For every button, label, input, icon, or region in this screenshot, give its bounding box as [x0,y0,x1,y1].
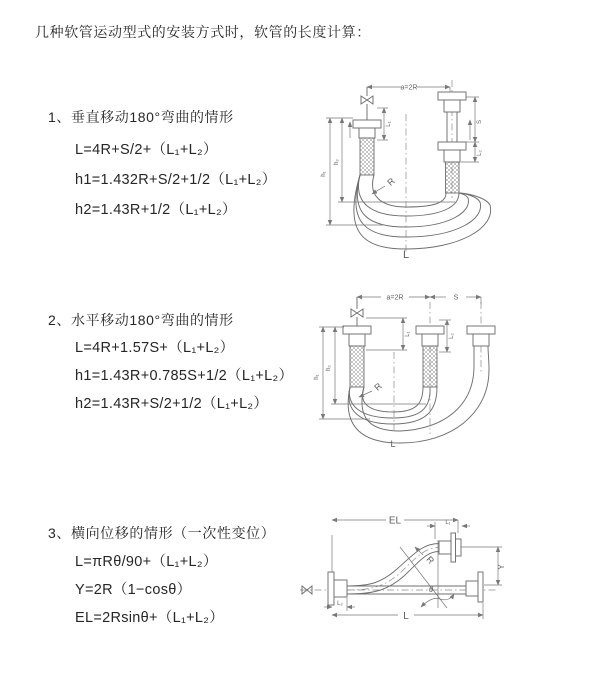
braid-section [360,138,374,175]
dim-label-L1: L₁ [386,121,392,127]
dim-label-L: L [390,439,396,449]
dim-label-theta: θ [428,585,434,594]
valve-icon [361,87,373,120]
dim-label-h2: h₂ [334,159,340,165]
dim-a2R [357,295,430,302]
dim-label-L1: L₁ [445,520,451,526]
diagram-horizontal-180-bend [308,282,573,457]
section-1-formula-L: L=4R+S/2+（L₁+L₂） [75,142,218,158]
dim-label-R: R [385,175,397,188]
section-2-heading: 2、水平移动180°弯曲的情形 [48,312,234,328]
diagram-lateral-displacement [288,495,598,660]
top-right-flange [439,533,461,562]
valve-icon [351,297,363,326]
diagram-vertical-180-bend [305,62,570,262]
dim-label-h1: h₁ [321,171,327,177]
dim-label-Y: Y [497,564,506,570]
braid-section [423,346,437,387]
dim-S [430,295,481,305]
dim-label-EL: EL [388,515,402,527]
dim-L [332,603,483,622]
section-1-formula-h2: h2=1.43R+1/2（L₁+L₂） [75,202,237,218]
section-1-formula-h1: h1=1.432R+S/2+1/2（L₁+L₂） [75,172,277,188]
radius-callout [415,547,436,566]
dim-L2-mid [439,320,455,352]
section-1-heading: 1、垂直移动180°弯曲的情形 [48,109,234,125]
dim-label-L: L [402,249,410,261]
section-3-heading: 3、横向位移的情形（一次性变位） [48,525,276,541]
dim-label-R: R [424,554,437,566]
braid-section [350,346,364,387]
dim-label-L2: L₂ [477,150,483,156]
straight-pipe [347,572,483,602]
right-pipe-assembly [438,92,466,193]
dim-label-h2: h₂ [326,365,332,371]
braid-section [446,162,460,193]
page-title: 几种软管运动型式的安装方式时，软管的长度计算： [35,24,371,40]
dim-label-h1: h₁ [314,374,320,380]
hose-loop-displaced [348,346,489,443]
dim-label-a2R: a=2R [386,294,404,302]
dim-label-S: S [477,119,483,125]
dim-h2 [326,327,426,404]
middle-pipe-assembly [416,326,444,387]
left-pipe-assembly [353,120,381,175]
section-3-formula-Y: Y=2R（1−cosθ） [75,582,192,598]
radius-callout [372,176,397,194]
dim-label-L: L [403,611,409,622]
dim-label-L2: L₂ [449,333,455,339]
section-2-formula-L: L=4R+1.57S+（L₁+L₂） [75,340,235,356]
dim-label-R: R [372,380,384,393]
dim-label-L2: L₂ [337,601,343,607]
section-2-formula-h1: h1=1.43R+0.785S+1/2（L₁+L₂） [75,368,294,384]
left-pipe-assembly [343,326,371,387]
dim-label-S: S [453,294,459,302]
dim-L1-left [366,318,411,350]
dim-Y [461,547,506,585]
hose-loop [354,175,491,249]
dim-label-L1: L₁ [405,331,411,337]
dim-S [466,97,483,142]
dim-label-a2R: a=2R [400,84,418,92]
section-3-formula-EL: EL=2Rsinθ+（L₁+L₂） [75,610,225,626]
dim-L1-top [427,520,470,539]
dim-EL [332,516,458,606]
dim-h2 [334,118,455,202]
right-pipe-assembly [467,326,495,346]
section-3-formula-L: L=πRθ/90+（L₁+L₂） [75,554,218,570]
section-2-formula-h2: h2=1.43R+S/2+1/2（L₁+L₂） [75,396,269,412]
